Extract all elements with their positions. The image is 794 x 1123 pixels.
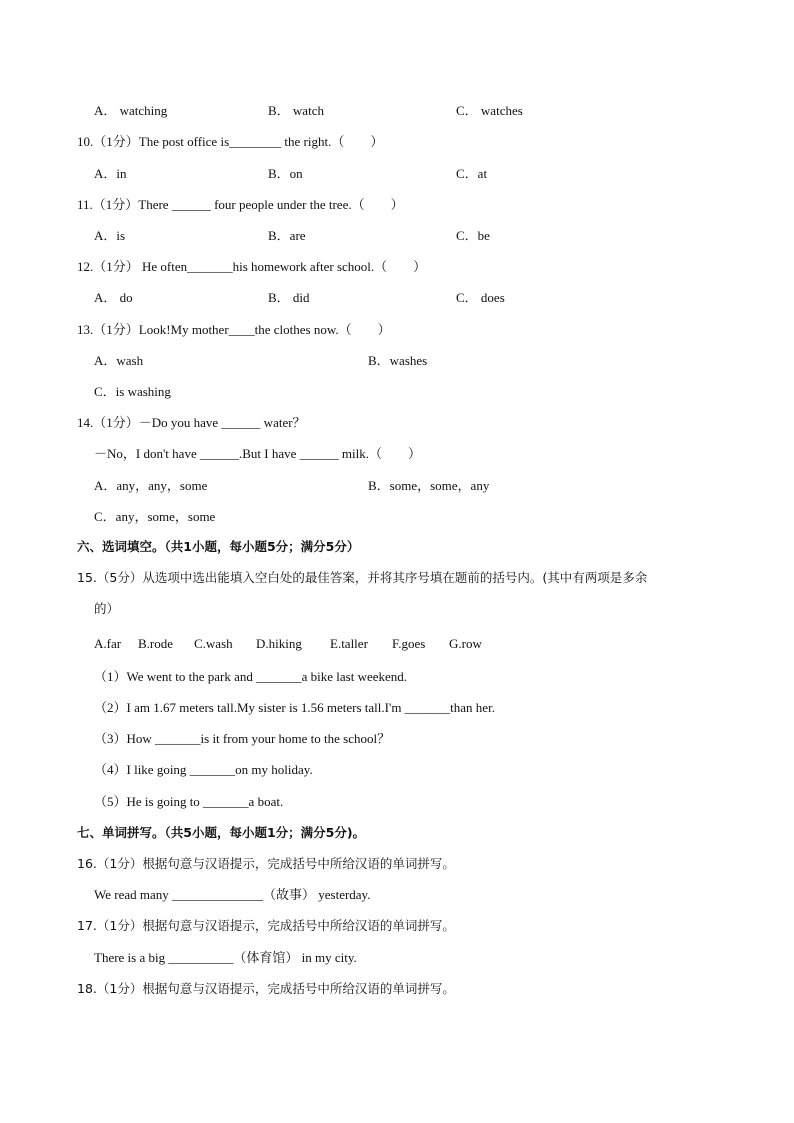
q13-option-c: C．is washing — [94, 384, 171, 399]
q16-stem: 16.（1分）根据句意与汉语提示，完成括号中所给汉语的单词拼写。 — [77, 856, 455, 871]
q12-option-c: C． does — [456, 290, 505, 305]
q11-option-c: C．be — [456, 228, 490, 243]
q14-option-c: C．any，some，some — [94, 509, 216, 524]
q12-option-a: A． do — [94, 290, 133, 305]
q11-stem: 11.（1分）There ______ four people under the tree.（ ） — [77, 197, 404, 212]
q15-choice-c: C.wash — [194, 636, 233, 651]
q16-sentence: We read many ______________（故事） yesterday. — [94, 887, 371, 902]
section-6-title: 六、选词填空。（共1小题，每小题5分；满分5分） — [77, 539, 360, 554]
q10-option-a: A．in — [94, 166, 127, 181]
q15-item-5: （5）He is going to _______a boat. — [94, 794, 284, 809]
q9-option-a: A． watching — [94, 103, 168, 118]
q15-choice-g: G.row — [449, 636, 482, 651]
q15-choice-d: D.hiking — [256, 636, 302, 651]
q14-stem-1: 14.（1分）－Do you have ______ water？ — [77, 415, 306, 430]
q10-stem: 10.（1分）The post office is________ the right.（ ） — [77, 134, 384, 149]
q17-sentence: There is a big __________（体育馆） in my city. — [94, 950, 357, 965]
q9-option-c: C． watches — [456, 103, 523, 118]
q14-option-b: B．some，some，any — [368, 478, 490, 493]
q14-option-a: A．any，any，some — [94, 478, 208, 493]
q15-stem-2: 的） — [94, 601, 120, 616]
q11-option-a: A．is — [94, 228, 126, 243]
q15-choice-f: F.goes — [392, 636, 426, 651]
q15-choice-e: E.taller — [330, 636, 368, 651]
q15-item-1: （1）We went to the park and _______a bike last weekend. — [94, 669, 408, 684]
section-7-title: 七、单词拼写。（共5小题，每小题1分；满分5分)。 — [77, 825, 366, 840]
q15-choice-a: A.far — [94, 636, 122, 651]
q18-stem: 18.（1分）根据句意与汉语提示，完成括号中所给汉语的单词拼写。 — [77, 981, 455, 996]
q13-stem: 13.（1分）Look!My mother____the clothes now.（ ） — [77, 322, 391, 337]
q11-option-b: B．are — [268, 228, 306, 243]
q12-stem: 12.（1分） He often_______his homework after school.（ ） — [77, 259, 427, 274]
q12-option-b: B． did — [268, 290, 310, 305]
q15-stem-1: 15.（5分）从选项中选出能填入空白处的最佳答案，并将其序号填在题前的括号内。(其中有两项是多余 — [77, 570, 648, 585]
q10-option-c: C．at — [456, 166, 488, 181]
q14-stem-2: －No，I don't have ______.But I have ______ milk.（ ） — [94, 446, 421, 461]
q13-option-a: A．wash — [94, 353, 144, 368]
q9-option-b: B． watch — [268, 103, 324, 118]
q15-choice-b: B.rode — [138, 636, 174, 651]
q17-stem: 17.（1分）根据句意与汉语提示，完成括号中所给汉语的单词拼写。 — [77, 918, 455, 933]
q10-option-b: B．on — [268, 166, 303, 181]
q15-item-2: （2）I am 1.67 meters tall.My sister is 1.56 meters tall.I'm _______than her. — [94, 700, 495, 715]
q15-item-4: （4）I like going _______on my holiday. — [94, 762, 313, 777]
q13-option-b: B．washes — [368, 353, 428, 368]
q15-item-3: （3）How _______is it from your home to the school？ — [94, 731, 391, 746]
